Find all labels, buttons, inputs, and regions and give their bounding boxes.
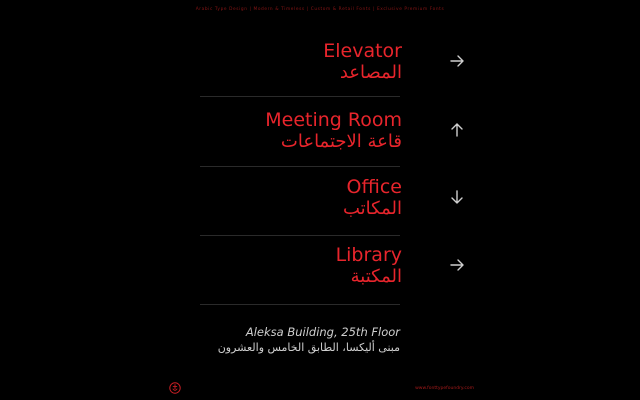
- divider: [200, 96, 400, 97]
- sign-label-en: Office: [346, 176, 402, 198]
- sign-library: [200, 244, 470, 294]
- divider: [200, 304, 400, 305]
- header-tagline: Arabic Type Design | Modern & Timeless | Custom & Retail Fonts | Exclusive Premium Fonts: [195, 7, 445, 12]
- arrow-up-icon: [448, 121, 466, 139]
- sign-label-ar: المكتبة: [350, 266, 402, 287]
- sign-label-en: Library: [335, 244, 402, 266]
- sign-label-ar: المصاعد: [339, 62, 402, 83]
- arrow-right-icon: [448, 256, 466, 274]
- arrow-down-icon: [448, 188, 466, 206]
- footer-url[interactable]: www.fonttypefoundry.com: [415, 386, 474, 391]
- sign-elevator: [200, 40, 470, 90]
- foundry-logo-icon: [169, 382, 181, 394]
- sign-label-ar: المكاتب: [342, 198, 402, 219]
- address-english: Aleksa Building, 25th Floor: [245, 325, 400, 339]
- sign-label-en: Meeting Room: [265, 109, 402, 131]
- divider: [200, 235, 400, 236]
- divider: [200, 166, 400, 167]
- sign-office: [200, 176, 470, 226]
- address-arabic: مبنى أليكسا، الطابق الخامس والعشرون: [217, 341, 400, 354]
- sign-label-en: Elevator: [323, 40, 402, 62]
- arrow-right-icon: [448, 52, 466, 70]
- sign-meeting-room: [200, 109, 470, 159]
- sign-label-ar: قاعة الاجتماعات: [280, 131, 402, 152]
